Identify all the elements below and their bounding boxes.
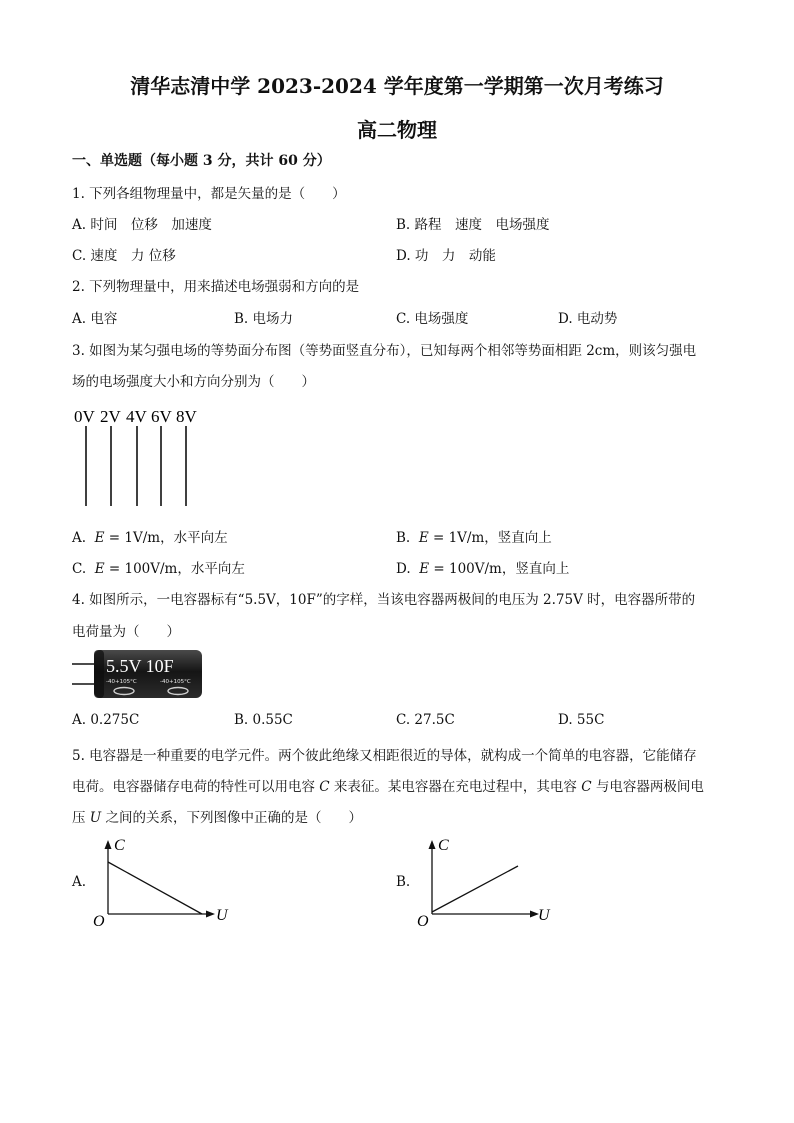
section-heading: 一、单选题（每小题 3 分，共计 60 分） — [72, 153, 331, 169]
q2-option-b: B. 电场力 — [234, 311, 294, 327]
graph-a-y-arrow — [105, 840, 112, 849]
graph-b-y-label: C — [438, 837, 449, 854]
q1-option-b: B. 路程 速度 电场强度 — [396, 217, 550, 233]
graph-a-y-label: C — [114, 837, 125, 854]
q2-stem: 2. 下列物理量中，用来描述电场强弱和方向的是 — [72, 279, 360, 295]
q5-stem-line1: 5. 电容器是一种重要的电学元件。两个彼此绝缘又相距很近的导体，就构成一个简单的电容器，它能储存 — [72, 748, 697, 764]
q3-stem-line1: 3. 如图为某匀强电场的等势面分布图（等势面竖直分布），已知每两个相邻等势面相距 2cm，则该匀强电 — [72, 343, 697, 359]
equipotential-figure — [72, 402, 212, 512]
capacitor-rating: 5.5V 10F — [106, 656, 174, 676]
q3-option-c: C. E = 100V/m，水平向左 — [72, 561, 245, 577]
q1-option-d: D. 功 力 动能 — [396, 248, 496, 264]
q5-stem-line3: 压 U 之间的关系，下列图像中正确的是（ ） — [72, 810, 362, 826]
q4-option-d: D. 55C — [558, 712, 605, 728]
graph-b-label: B. — [396, 874, 411, 890]
graph-b — [412, 832, 562, 932]
page-subtitle: 高二物理 — [357, 118, 437, 142]
graph-b-x-label: U — [538, 907, 550, 924]
q2-option-a: A. 电容 — [72, 311, 118, 327]
q3-option-b: B. E = 1V/m，竖直向上 — [396, 530, 552, 546]
q4-option-c: C. 27.5C — [396, 712, 455, 728]
q3-option-d: D. E = 100V/m，竖直向上 — [396, 561, 570, 577]
page-title: 清华志清中学 2023-2024 学年度第一学期第一次月考练习 — [130, 74, 664, 98]
q1-stem: 1. 下列各组物理量中，都是矢量的是（ ） — [72, 186, 346, 202]
capacitor-temp-left: -40+105°C — [106, 679, 137, 685]
q3-stem-line2: 场的电场强度大小和方向分别为（ ） — [72, 374, 315, 390]
q4-option-b: B. 0.55C — [234, 712, 293, 728]
label-8v: 8V — [176, 407, 197, 426]
graph-a-x-label: U — [216, 907, 228, 924]
label-6v: 6V — [151, 407, 172, 426]
q2-option-d: D. 电动势 — [558, 311, 618, 327]
q4-stem-line2: 电荷量为（ ） — [72, 624, 180, 640]
capacitor-figure — [72, 648, 212, 702]
q4-option-a: A. 0.275C — [72, 712, 140, 728]
graph-a — [88, 832, 238, 932]
q5-stem-line2: 电荷。电容器储存电荷的特性可以用电容 C 来表征。某电容器在充电过程中，其电容 C 与电容器两极间电 — [72, 779, 704, 795]
graph-b-curve — [432, 866, 518, 912]
label-0v: 0V — [74, 407, 95, 426]
capacitor-temp-right: -40+105°C — [160, 679, 191, 685]
graph-a-origin: O — [93, 913, 105, 930]
graph-b-origin: O — [417, 913, 429, 930]
label-2v: 2V — [100, 407, 121, 426]
q4-stem-line1: 4. 如图所示，一电容器标有“5.5V，10F”的字样，当该电容器两极间的电压为 2.75V 时，电容器所带的 — [72, 592, 696, 608]
q2-option-c: C. 电场强度 — [396, 311, 469, 327]
graph-b-y-arrow — [429, 840, 436, 849]
graph-a-curve — [108, 862, 202, 914]
q3-option-a: A. E = 1V/m，水平向左 — [72, 530, 228, 546]
graph-a-x-arrow — [206, 911, 215, 918]
q1-option-a: A. 时间 位移 加速度 — [72, 217, 212, 233]
q1-option-c: C. 速度 力 位移 — [72, 248, 176, 264]
graph-a-label: A. — [72, 874, 87, 890]
label-4v: 4V — [126, 407, 147, 426]
